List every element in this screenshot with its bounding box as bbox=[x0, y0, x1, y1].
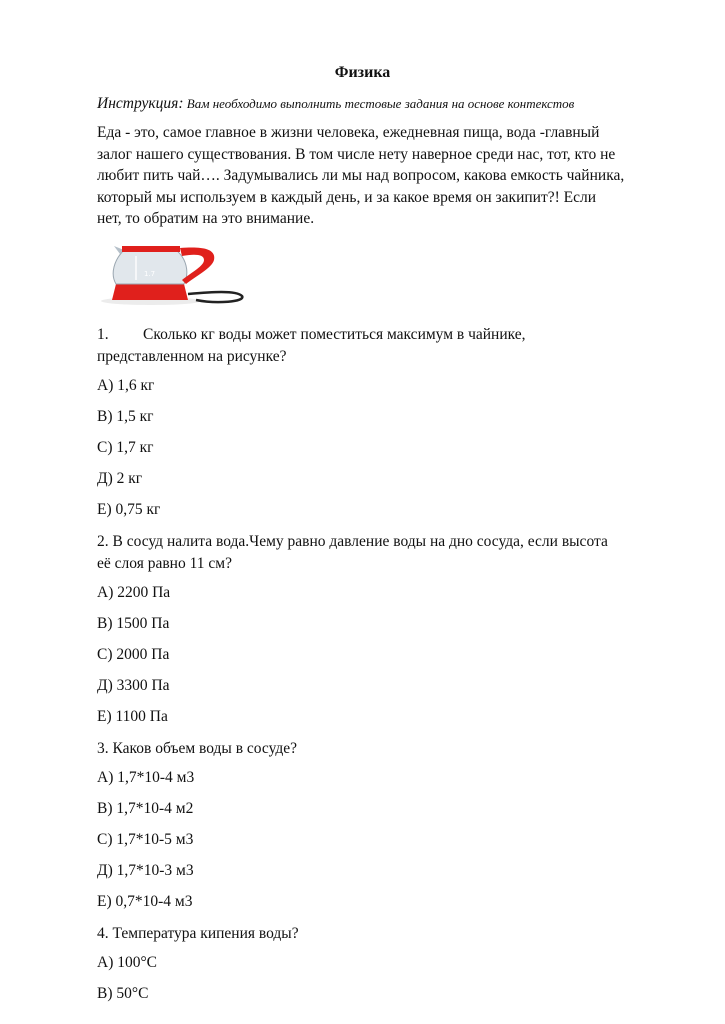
question-text: Сколько кг воды может поместиться максимум в чайнике, bbox=[143, 326, 526, 343]
instruction-lead: Инструкция: bbox=[97, 95, 184, 112]
answer-option: В) 1,5 кг bbox=[97, 408, 154, 425]
question-3 bbox=[97, 738, 697, 760]
intro-paragraph bbox=[97, 122, 697, 230]
question-2 bbox=[97, 531, 717, 574]
question-text: представленном на рисунке? bbox=[97, 347, 287, 365]
question-text: 2. В сосуд налита вода.Чему равно давление воды на дно сосуда, если высота bbox=[97, 533, 608, 550]
answer-option: А) 1,6 кг bbox=[97, 377, 155, 394]
question-number: 1. bbox=[97, 326, 109, 343]
page-title: Физика bbox=[334, 64, 391, 81]
answer-option: А) 1,7*10-4 м3 bbox=[97, 769, 195, 786]
question-text: 4. Температура кипения воды? bbox=[97, 925, 299, 942]
intro-line: который мы используем в каждый день, и за какое время он закипит?! Если bbox=[97, 188, 597, 206]
answer-option: С) 2000 Па bbox=[97, 646, 170, 663]
question-4 bbox=[97, 923, 697, 945]
intro-line: залог нашего существования. В том числе нету наверное среди нас, тот, кто не bbox=[97, 145, 616, 163]
question-text: её слоя равно 11 см? bbox=[97, 554, 232, 572]
svg-text:1.7: 1.7 bbox=[144, 270, 156, 278]
instruction-text: Вам необходимо выполнить тестовые задания на основе контекстов bbox=[183, 96, 575, 111]
answer-option: С) 1,7 кг bbox=[97, 439, 154, 456]
answer-option: Д) 3300 Па bbox=[97, 677, 170, 694]
intro-line: нет, то обратим на это внимание. bbox=[97, 210, 315, 228]
answer-option: А) 100°С bbox=[97, 954, 158, 971]
answer-option: Д) 2 кг bbox=[97, 470, 143, 487]
answer-option: С) 1,7*10-5 м3 bbox=[97, 831, 194, 848]
instruction bbox=[97, 95, 677, 113]
intro-line: Еда - это, самое главное в жизни человека, ежедневная пища, вода -главный bbox=[97, 124, 600, 141]
question-1 bbox=[97, 324, 697, 367]
answer-option: Е) 0,7*10-4 м3 bbox=[97, 893, 193, 910]
question-text: 3. Каков объем воды в сосуде? bbox=[97, 740, 298, 757]
answer-option: В) 50°С bbox=[97, 985, 149, 1002]
answer-option: Е) 1100 Па bbox=[97, 708, 168, 725]
answer-option: В) 1,7*10-4 м2 bbox=[97, 800, 194, 817]
kettle-image bbox=[96, 240, 248, 306]
intro-line: любит пить чай…. Задумывались ли мы над вопросом, какова емкость чайника, bbox=[97, 167, 625, 185]
answer-option: Д) 1,7*10-3 м3 bbox=[97, 862, 194, 879]
answer-option: А) 2200 Па bbox=[97, 584, 171, 601]
answer-option: В) 1500 Па bbox=[97, 615, 170, 632]
answer-option: Е) 0,75 кг bbox=[97, 501, 161, 518]
